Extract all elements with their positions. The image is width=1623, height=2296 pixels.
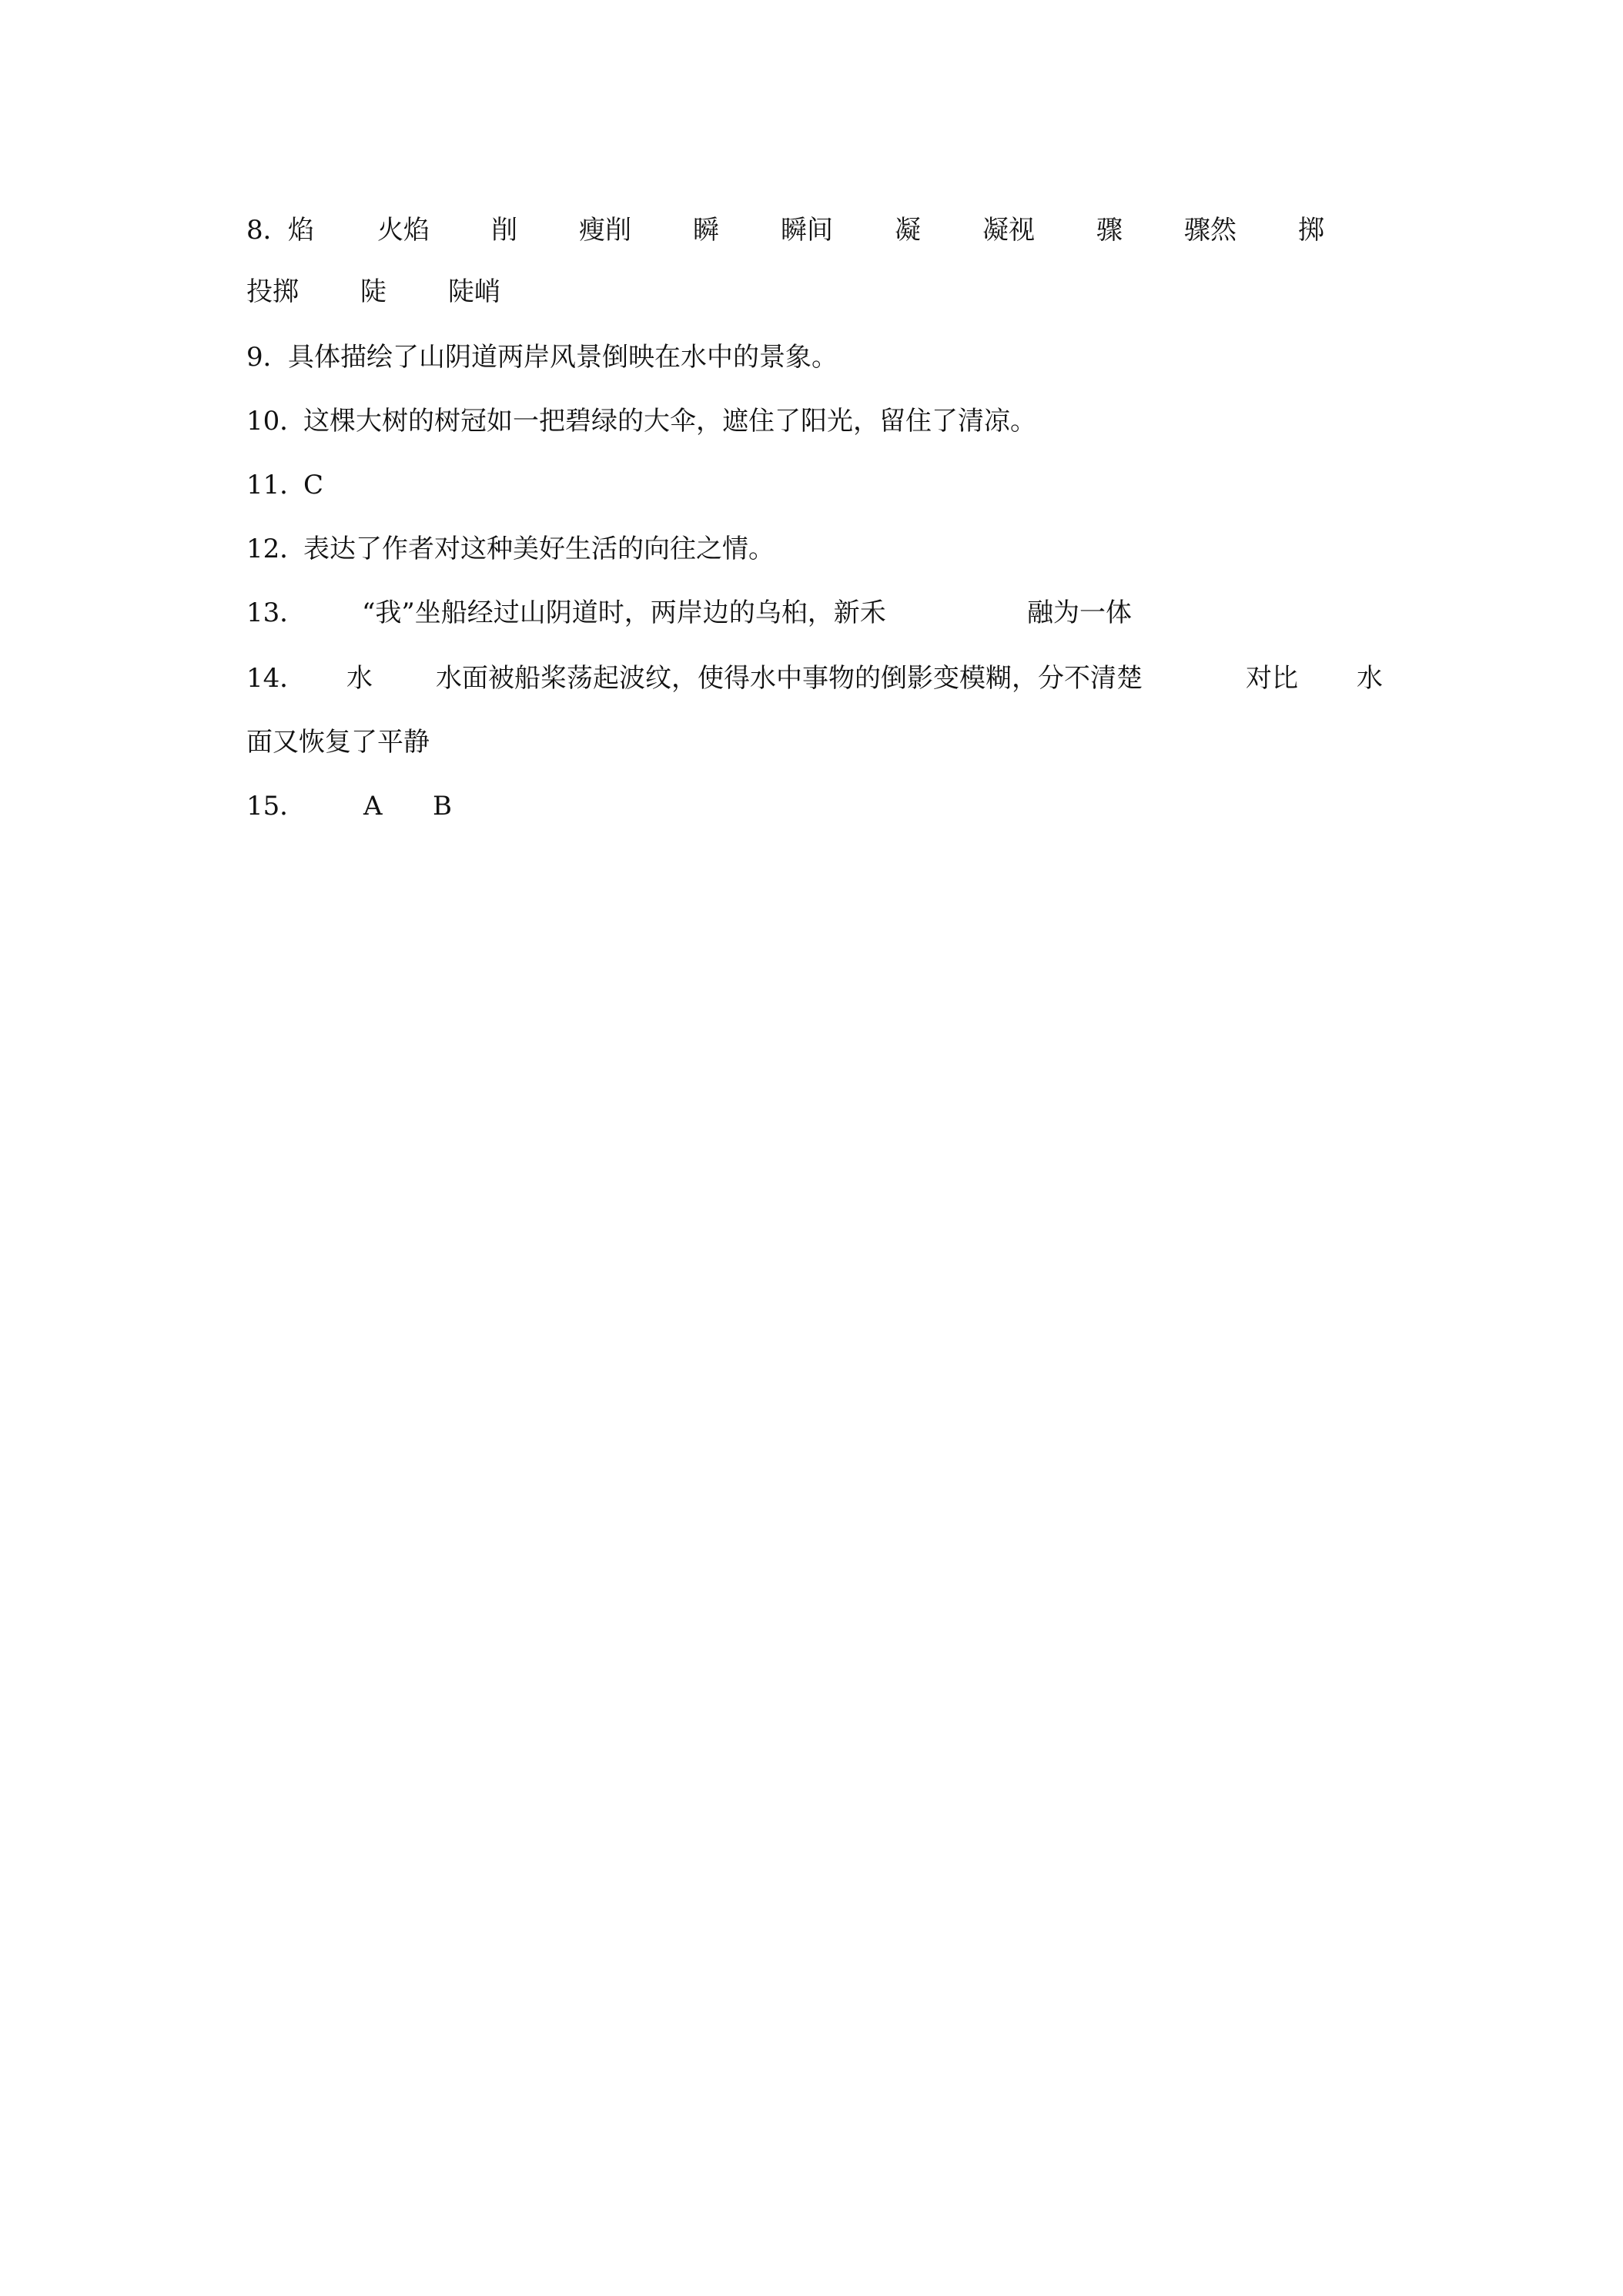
answer-term: 陡 bbox=[360, 276, 387, 307]
answer-blank: “我”坐船经过山阴道时，两岸边的乌桕，新禾 bbox=[362, 597, 886, 628]
answer-number: 10． bbox=[246, 406, 306, 437]
answer-text: 表达了作者对这种美好生活的向往之情。 bbox=[303, 534, 775, 564]
answer-term: 骤然 bbox=[1184, 215, 1236, 246]
answer-number: 15． bbox=[246, 791, 306, 822]
answer-term: 削 bbox=[491, 215, 517, 246]
answer-blank: B bbox=[433, 791, 452, 822]
answer-term: 瞬间 bbox=[781, 215, 833, 246]
answer-term: 投掷 bbox=[246, 276, 299, 307]
answer-term: 火焰 bbox=[377, 215, 430, 246]
answer-number: 8． bbox=[246, 215, 289, 246]
answer-blank: 水 bbox=[1357, 663, 1383, 694]
answer-blank: 水 bbox=[346, 663, 373, 694]
answer-term: 凝 bbox=[895, 215, 921, 246]
answer-term: 陡峭 bbox=[448, 276, 500, 307]
answer-text: 这棵大树的树冠如一把碧绿的大伞，遮住了阳光，留住了清凉。 bbox=[303, 406, 1036, 437]
answer-number: 14． bbox=[246, 663, 306, 694]
answer-blank: 对比 bbox=[1246, 663, 1298, 694]
answer-text: 具体描绘了山阴道两岸风景倒映在水中的景象。 bbox=[288, 342, 838, 373]
answer-blank: 水面被船桨荡起波纹，使得水中事物的倒影变模糊，分不清楚 bbox=[436, 663, 1143, 694]
answer-term: 瘦削 bbox=[579, 215, 631, 246]
answer-blank: 融为一体 bbox=[1027, 597, 1132, 628]
answer-term: 凝视 bbox=[982, 215, 1035, 246]
answer-term: 掷 bbox=[1298, 215, 1324, 246]
answer-number: 11． bbox=[246, 470, 306, 500]
answer-text: 面又恢复了平静 bbox=[246, 727, 430, 758]
answer-text: C bbox=[303, 470, 324, 500]
answer-number: 13． bbox=[246, 597, 306, 628]
answer-term: 瞬 bbox=[693, 215, 719, 246]
answer-number: 12． bbox=[246, 534, 306, 564]
answer-term: 骤 bbox=[1096, 215, 1123, 246]
answer-number: 9． bbox=[246, 342, 289, 373]
answer-term: 焰 bbox=[288, 215, 314, 246]
answer-blank: A bbox=[363, 791, 383, 822]
